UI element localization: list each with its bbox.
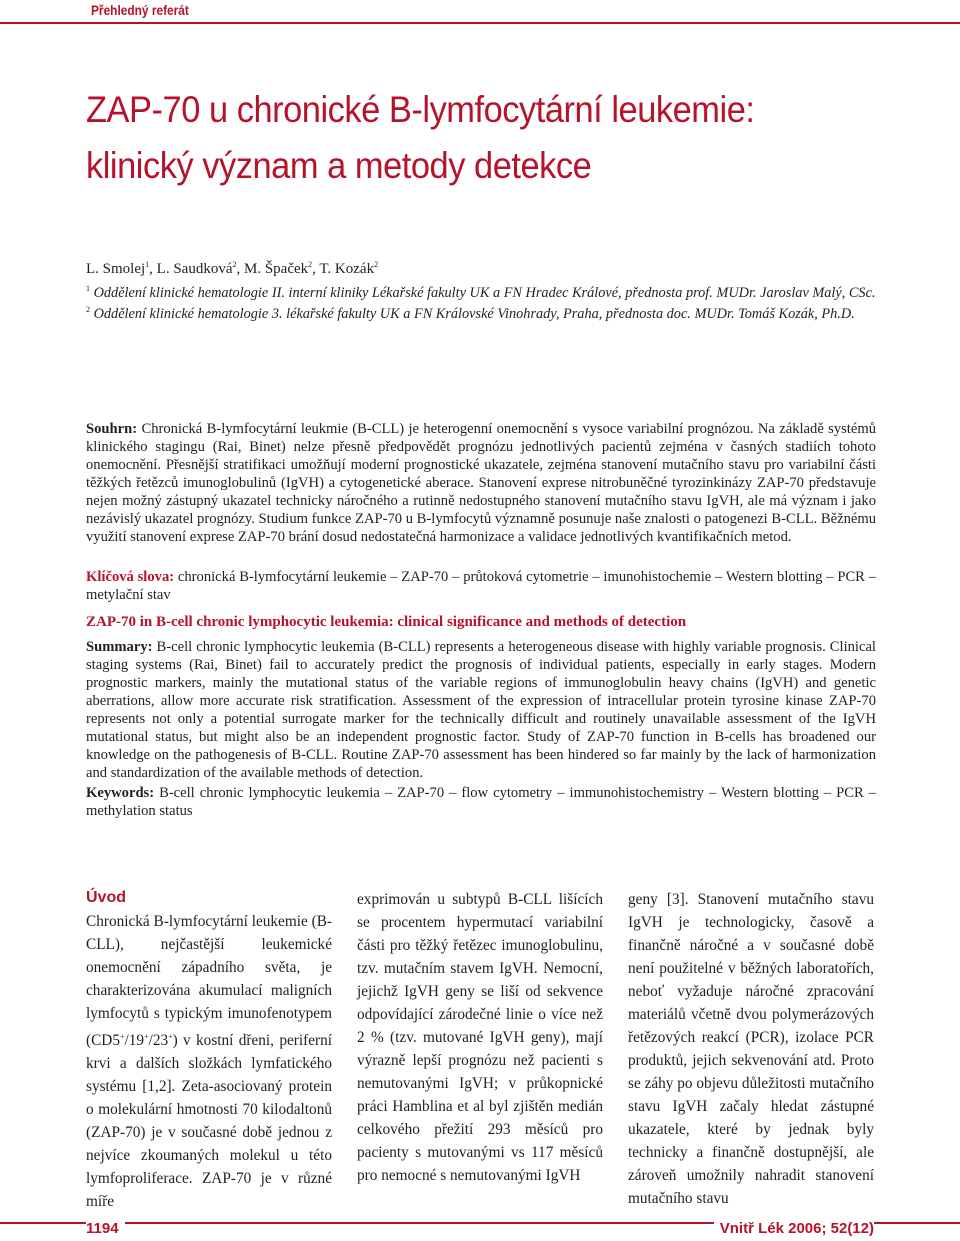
author-name: , M. Špaček — [236, 261, 309, 277]
summary-en-label: Summary: — [86, 639, 153, 655]
superscript: + — [168, 1032, 173, 1041]
section-heading: Úvod — [86, 889, 126, 906]
author-name: , T. Kozák — [312, 261, 375, 277]
keywords-cz — [86, 568, 876, 604]
header-rule — [0, 22, 960, 24]
keywords-en-label: Keywords: — [86, 785, 155, 801]
keywords-cz-text: chronická B-lymfocytární leukemie – ZAP-70 – průtoková cytometrie – imunohistochemie – Western blotting – PCR – metylační stav — [86, 569, 876, 603]
summary-en-text: B-cell chronic lymphocytic leukemia (B-CLL) represents a heterogeneous disease with highly variable prognosis. Clinical staging systems (Rai, Binet) fail to accurately predict the prognosis of individual patients, especially in early stages. Modern prognostic markers, mainly the mutational status of the variable regions of immunoglobulin heavy chains (IgVH) and genetic aberrations, allow more accurate risk stratification. Assessment of the expression of intracellular protein tyrosine kinase ZAP-70 represents not only a potential surrogate marker for the technically difficult and routinely unavailable assessment of the IgVH mutational status, but might also be an independent prognostic factor. Study of ZAP-70 function in B-cells has broadened our knowledge on the pathogenesis of B-CLL. Routine ZAP-70 assessment has been hindered so far mainly by the lack of harmonization and standardization of the available methods of detection. — [86, 639, 876, 781]
author-name: L. Smolej — [86, 261, 146, 277]
title-line-2: klinický význam a metody detekce — [86, 145, 592, 186]
author-name: , L. Saudková — [149, 261, 233, 277]
affil-text: Oddělení klinické hematologie 3. lékařské fakulty UK a FN Královské Vinohrady, Praha, přednosta doc. MUDr. Tomáš Kozák, Ph.D. — [93, 305, 855, 322]
keywords-en-text: B-cell chronic lymphocytic leukemia – ZAP-70 – flow cytometry – immunohistochemistry – Western blotting – PCR – methylation status — [86, 785, 876, 819]
superscript: + — [144, 1032, 149, 1041]
article-title — [86, 82, 946, 194]
journal-citation: Vnitř Lék 2006; 52(12) — [714, 1220, 874, 1237]
column-3-text: geny [3]. Stanovení mutačního stavu IgVH je technologicky, časově a finančně náročné a v současné době není použitelné v běžných laboratořích, neboť vyžaduje náročné zpracování materiálů včetně dvou polymerázových řetězových reakcí (PCR), izolace PCR produktů, jejich sekvenování atd. Proto se záhy po objevu důležitosti mutačního stavu IgVH začaly hledat zástupné ukazatele, které by jednak byly technicky a finančně dostupnější, ale zároveň umožnily nahradit stanovení mutačního stavu — [628, 891, 874, 1207]
summary-cz-text: Chronická B-lymfocytární leukmie (B-CLL) je heterogenní onemocnění s vysoce variabilní prognózou. Na základě systémů klinického stagingu (Rai, Binet) nelze přesně předpovědět prognózu jednotlivých pacientů zejména v časných stadiích tohoto onemocnění. Přesnější stratifikaci umožňují moderní prognostické ukazatele, zejména stanovení mutačního stavu pro variabilní části těžkých řetězců imunoglobulinů (IgVH) a cytogenetické aberace. Stanovení exprese nitrobuněčné tyrozinkinázy ZAP-70 představuje nejen možný zástupný ukazatel technicky náročného a rutinně nedostupného stanovení mutačního stavu IgVH, ale má význam i jako nezávislý ukazatel prognózy. Studium funkce ZAP-70 u B-lymfocytů významně posunuje naše znalosti o patogenezi B-CLL. Běžnému využití stanovení exprese ZAP-70 brání dosud nedostatečná harmonizace a validace jednotlivých kvantifikačních metod. — [86, 421, 876, 545]
author-affil-ref: 2 — [374, 260, 379, 269]
affil-text: Oddělení klinické hematologie II. interní kliniky Lékařské fakulty UK a FN Hradec Králové, přednosta prof. MUDr. Jaroslav Malý, CSc. — [93, 284, 876, 301]
text-run: /23 — [148, 1032, 169, 1050]
summary-cz — [86, 420, 876, 546]
page-number: 1194 — [86, 1220, 125, 1237]
keywords-en — [86, 784, 876, 820]
summary-cz-label: Souhrn: — [86, 421, 138, 437]
text-run: Chronická B-lymfocytární leukemie (B-CLL), nejčastější leukemické onemocnění západního světa, je charakterizována akumulací maligních lymfocytů s typickým imunofenotypem (CD5 — [86, 913, 332, 1050]
author-affil-ref: 1 — [145, 260, 150, 269]
affil-number: 2 — [86, 305, 90, 314]
affiliation-2 — [86, 305, 855, 323]
body-column-2 — [357, 888, 603, 1187]
superscript: + — [120, 1032, 125, 1041]
summary-en — [86, 638, 876, 782]
author-affil-ref: 2 — [308, 260, 313, 269]
column-1-text — [86, 910, 332, 1213]
text-run: /19 — [124, 1032, 145, 1050]
affiliation-1 — [86, 284, 876, 302]
text-run: ) v kostní dřeni, periferní krvi a dalších složkách lymfatického systému [1,2]. Zeta-asociovaný protein o molekulární hmotnosti 70 kilodaltonů (ZAP-70) je v současné době jednou z nejvíce zkoumaných molekul u této lymfoproliferace. ZAP-70 je v různé míře — [86, 1032, 332, 1211]
affil-number: 1 — [86, 284, 90, 293]
column-2-text: exprimován u subtypů B-CLL lišících se procentem hypermutací variabilní části pro těžký řetězec imunoglobulinu, tzv. mutačním stavem IgVH. Nemocní, jejichž IgVH geny se liší od sekvence odpovídající zárodečné linie o více než 2 % (tzv. mutované IgVH geny), mají výrazně lepší prognózu než pacienti s nemutovanými IgVH; v průkopnické práci Hamblina et al byl zjištěn medián celkového přežití 293 měsíců pro pacienty s mutovanými vs 117 měsíců pro nemocné s nemutovanými IgVH — [357, 891, 603, 1184]
keywords-cz-label: Klíčová slova: — [86, 569, 175, 585]
body-column-1 — [86, 888, 332, 1213]
english-title: ZAP-70 in B-cell chronic lymphocytic leukemia: clinical significance and methods of detection — [86, 614, 687, 630]
author-affil-ref: 2 — [232, 260, 237, 269]
title-line-1: ZAP-70 u chronické B-lymfocytární leukemie: — [86, 89, 755, 130]
section-tag: Přehledný referát — [91, 2, 189, 18]
authors — [86, 260, 378, 278]
body-column-3 — [628, 888, 874, 1210]
